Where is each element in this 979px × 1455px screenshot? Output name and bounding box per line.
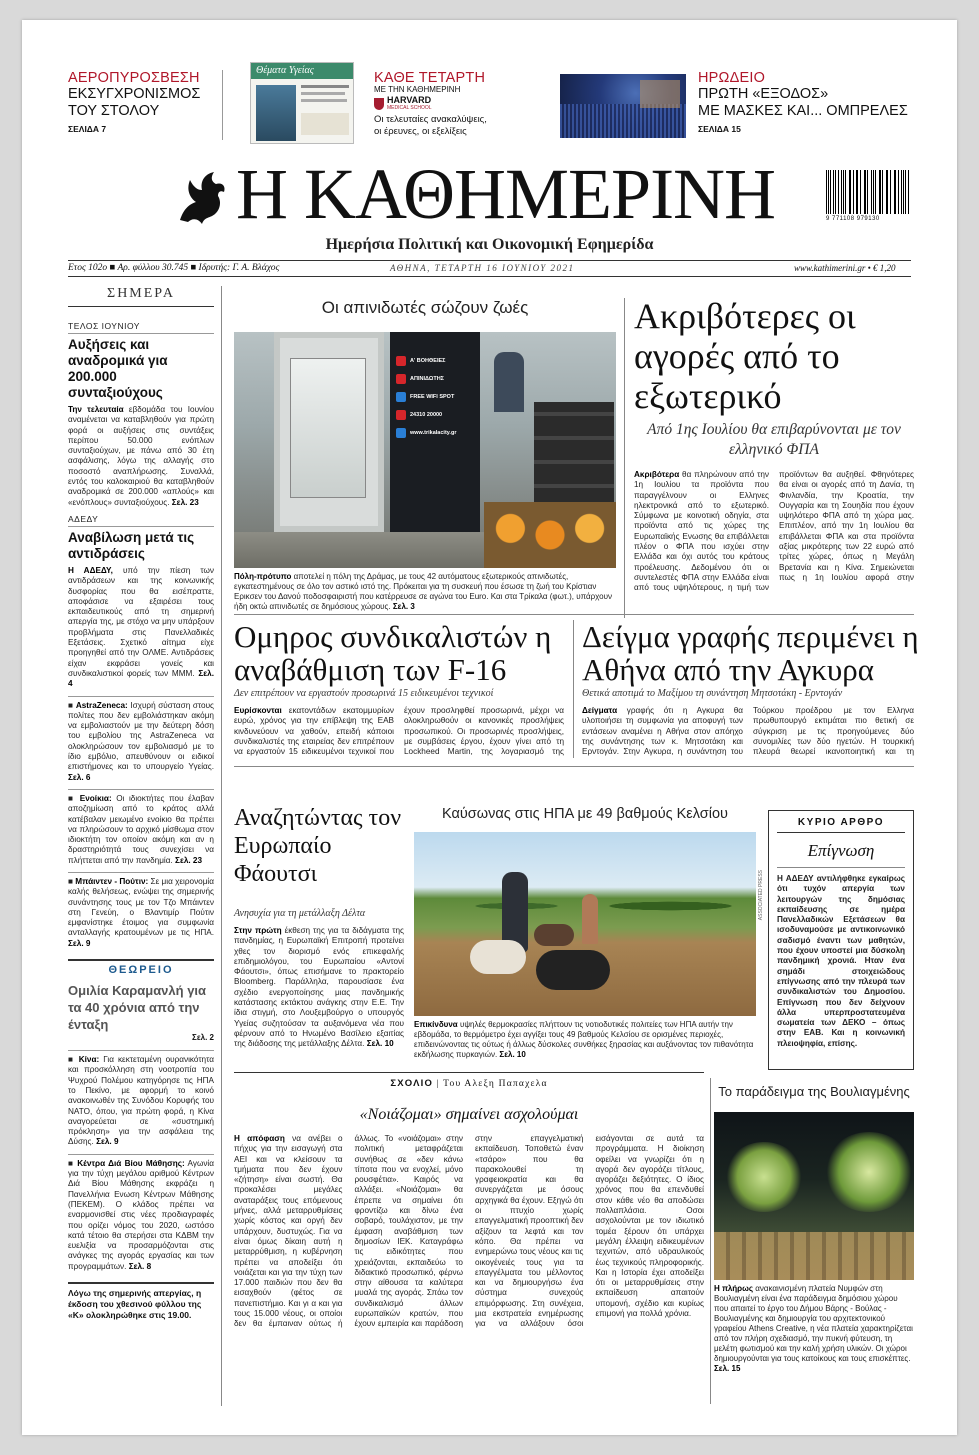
teaser-kicker: ΑΕΡΟΠΥΡΟΣΒΕΣΗ — [68, 70, 200, 86]
barcode-bar — [894, 170, 895, 214]
booth-item-icon — [396, 374, 406, 384]
dog-figure — [534, 924, 574, 946]
page-ref: Σελ. 6 — [68, 772, 91, 782]
booth-item-icon — [396, 356, 406, 366]
heat-photo-title: Καύσωνας στις ΗΠΑ με 49 βαθμούς Κελσίου — [442, 806, 728, 822]
sidebar-brief[interactable]: ■ AstraZeneca: Ισχυρή σύσταση στους πολίτες που δεν εμβολιάστηκαν ακόμη να εμβολιαστούν με την δεύτερη δόση του εμβολίου της AstraZeneca να ολοκληρώσουν τον εμβολιασμό με το ίδιο εμβόλιο, απευθύνουν οι ειδικοί επιστήμονες και το υπουργείο Υγείας. Σελ. 6 — [68, 696, 214, 783]
page-ref: Σελ. 15 — [714, 1364, 741, 1373]
magazine-title: Θέματα Υγείας — [251, 63, 353, 79]
fauci-subhead: Ανησυχία για τη μετάλλαξη Δέλτα — [234, 908, 366, 919]
barcode-bar — [882, 170, 883, 214]
booth-item-label: 24310 20000 — [410, 412, 443, 418]
brief-label: Μπάιντεν - Πούτιν: — [75, 876, 149, 886]
brief-text: Οι ιδιοκτήτες που έλαβαν αποζημίωση από το κράτος αλλά κατέβαλαν μειωμένο ενοίκιο θα πρέπει να πληρώσουν το αρχικό μίσθωμα στον ιδιοκτήτη τον οποίον ακόμη και αν η δραστηριότητά τους συνεχίσει να πλήττεται από την πανδημία. — [68, 793, 214, 865]
barcode-bar — [838, 170, 839, 214]
griffin-logo-icon — [174, 168, 228, 226]
brand-name: HARVARD — [387, 95, 432, 105]
teaser-aeropyrosvesi[interactable] — [68, 70, 228, 134]
brand-sub: MEDICAL SCHOOL — [387, 105, 432, 111]
editorial-title: Επίγνωση — [777, 841, 905, 868]
sidebar-headline: Αυξήσεις και αναδρομικά για 200.000 συνταξιούχους — [68, 337, 168, 400]
comment-header-row: ΣΧΟΛΙΟ | Του Αλεξη Παπαχελα — [390, 1078, 548, 1089]
teaser-kicker: ΚΑΘΕ ΤΕΤΑΡΤΗ — [374, 70, 486, 86]
dog-figure — [536, 950, 610, 990]
barcode-bar — [833, 170, 834, 214]
f16-subhead: Δεν επιτρέπουν να εργαστούν προσωρινά 15 ειδικευμένοι τεχνικοί — [234, 688, 494, 699]
f16-text: εκατοντάδων εκατομμυρίων ευρώ, χρόνος για την επίβλεψη της ΕΑΒ κινδυνεύουν να χαθούν, επειδή κάποιοι συνδικαλιστές της εταιρείας δεν επιτρέπουν να εργαστούν 15 ειδικευμένοι τεχνικοί που έχουν προσληφθεί προσωρινά, μέχρι να ολοκληρωθούν οι κανονικές προσλήψεις προσωπικού. Οι προσωρινές προσλήψεις, με συμβάσεις έργου, έχουν γίνει από τη Lockheed Martin, της λογαριασμό της — [234, 706, 564, 757]
barcode-bar — [890, 170, 891, 214]
barcode — [826, 170, 910, 214]
barcode-number: 9 771108 979130 — [826, 216, 880, 222]
newspaper-front-page — [22, 20, 957, 1435]
oranges — [484, 502, 616, 568]
section-rule — [234, 614, 914, 615]
lead-body — [634, 470, 914, 596]
column-divider — [710, 1078, 711, 1404]
brief-label: Ενοίκια: — [79, 793, 112, 803]
masthead-title[interactable]: Η ΚΑΘΗΜΕΡΙΝΗ — [236, 154, 776, 234]
section-rule — [234, 1072, 704, 1073]
person-figure — [582, 894, 598, 944]
sidebar-divider — [221, 286, 222, 1406]
booth-info-panel — [390, 332, 480, 532]
sidebar-item[interactable] — [68, 321, 214, 508]
sidebar-header: ΣΗΜΕΡΑ — [68, 286, 214, 307]
f16-headline[interactable]: Ομηρος συνδικαλιστών η αναβάθμιση των F-16 — [234, 619, 552, 687]
sidebar-lead: Η ΑΔΕΔΥ, — [68, 565, 113, 575]
teaser-sub: ΜΕ ΤΗΝ ΚΑΘΗΜΕΡΙΝΗ — [374, 85, 461, 94]
booth-info-item — [396, 374, 476, 384]
vouliagmeni-photo-title: Το παράδειγμα της Βουλιαγμένης — [718, 1084, 910, 1099]
ankara-subhead: Θετικά αποτιμά το Μαξίμου τη συνάντηση Μητσοτάκη - Ερντογάν — [582, 688, 843, 699]
magazine-photo — [256, 85, 296, 141]
sidebar-kicker: ΤΕΛΟΣ ΙΟΥΝΙΟΥ — [68, 321, 214, 334]
ankara-headline[interactable]: Δείγμα γραφής περιμένει η Αθήνα από την Αγκυρα — [582, 619, 919, 687]
lit-tree — [724, 1142, 804, 1212]
masthead-rule-bottom — [68, 276, 911, 277]
comment-text: να ανέβει ο πήχυς για την εισαγωγή στα ΑΕΙ και να κλείσουν τα τμήματα που δεν έχουν «ζήτηση» είναι σωστή. Θα προκαλέσει μεγάλες αναταράξεις τους επόμενους μήνες, αλλά μεταρρυθμίσεις χωρίς κόστος και οργή δεν υπάρχουν, δυστυχώς. Για να είναι όμως δίκαιη αυτή η μεταρρύθμιση, η κυβέρνηση πρέπει να αποδείξει ότι νοιάζεται και για την τύχη των 17.000 παιδιών που δεν θα εισαχθούν (φέτος σε πανεπιστήμιο. Και γι α και για τους 15.000 νέους, οι οποίοι δεν θα έμπαιναν ούτως ή άλλως. Το «νοιάζομαι» στην πολιτική μεταφράζεται συνήθως σε «δεν κάνω τίποτα που να ενοχλεί, μόνο ρουσφέτια». Καιρός να αλλάξει. «Νοιάζομαι» θα έπρεπε να σημαίνει ότι φροντίζω και δίνω ένα σοβαρό, τουλάχιστον, με την έμφαση αναβάθμιση των δημοσίων ΙΕΚ. Καταγράφω τις ειδικότητες που χρειάζονται, εκπαιδεύω το διδακτικό προσωπικό, φέρνω στην αίθουσα τα καλύτερα μυαλά της αγοράς. Σπάω τον συνδικαλισμό άλλων ευρωπαϊκών κρατών, που έχουν εμπειρία και παράδοση στην επαγγελματική εκπαίδευση. Τοποθετώ έναν «τσάρο» που θα παρακολουθεί τη γραφειοκρατία και θα συνεργάζεται με όσους αρχηγικά θα έχουν. Εξηγώ ότι οι πτυχίο χωρίς επαγγελματική προοπτική δεν αξίζουν τα λεφτά και τον κόπο. Θα πρέπει να ενημερώνω τους νέους και τις οικογένειές τους για τα επαγγέλματα του μέλλοντος και να δημιουργήσω ένα σύστημα συνεχούς επιμόρφωσης. Στη συνέχεια, μια εκστρατεία ενημέρωσης για να αλλάξουν όσοι εισάγονται σε αυτά τα προγράμματα. Η διοίκηση οφείλει να γνωρίζει ότι η αγορά δεν αγοράζει τίτλους, αγοράζει δεξιότητες. Ο ίδιος χρόνος που θα επενδυθεί στον κάθε νέο θα αποδώσει πολλαπλάσια. Οσοι ασχολούνται με τον ιδιωτικό τομέα ξέρουν ότι υπάρχει μεγάλη έλλειψη ειδικευμένων τεχνιτών, από υδραυλικούς έως τεχνικούς πληροφορικής. Και η Ιστορία έχει αποδείξει ότι οι μεταρρυθμίσεις στην εκπαίδευση απαιτούν υπομονή, σχέδιο και κυρίως επιμονή για πολλά χρόνια. — [234, 1134, 704, 1329]
dog-figure — [470, 940, 526, 974]
lead-headline[interactable]: Ακριβότερες οι αγορές από το εξωτερικό — [634, 296, 856, 416]
comment-header: ΣΧΟΛΙΟ — [390, 1078, 434, 1089]
heat-caption — [414, 1020, 756, 1060]
comment-lead: Η απόφαση — [234, 1134, 285, 1143]
heatwave-dogs-photo[interactable] — [414, 832, 756, 1016]
brief-label: Κέντρα Διά Βίου Μάθησης: — [77, 1158, 185, 1168]
editorial-box[interactable] — [768, 810, 914, 1070]
booth-item-label: FREE WIFI SPOT — [410, 394, 455, 400]
defib-caption — [234, 572, 616, 612]
teaser-desc-line: Οι τελευταίες ανακαλύψεις, — [374, 114, 487, 125]
issue-info: Ετος 102ο ■ Αρ. φύλλου 30.745 ■ Ιδρυτής: Γ. Α. Βλάχος — [68, 263, 280, 273]
caption-lead: Επικίνδυνα — [414, 1020, 458, 1029]
masthead-rule-top — [68, 260, 911, 261]
page-ref: Σελ. 8 — [128, 1261, 152, 1271]
teaser-health-supplement[interactable] — [374, 70, 534, 138]
brief-text: Ισχυρή σύσταση στους πολίτες που δεν εμβολιάστηκαν ακόμη να εμβολιαστούν με την δεύτερη δόση του εμβολίου της AstraZeneca να ολοκληρώσουν τον εμβολιασμό με το ίδιο εμβόλιο, απευθύνουν οι ειδικοί επιστήμονες και το υπουργείο Υγείας. — [68, 700, 214, 772]
defib-photo-title: Οι απινιδωτές σώζουν ζωές — [321, 298, 529, 317]
page-ref: Σελ. 4 — [68, 668, 214, 689]
caption-text: αποτελεί η πόλη της Δράμας, με τους 42 αυτόματους εξωτερικούς απινιδωτές, εγκατεστημένους σε όλο τον αστικό ιστό της. Πρόκειται για τη συσκευή που έσωσε τη ζωή του Κρίστιαν Ερικσεν του Δανού ποδοσφαιριστή που κατέρρευσε σε αγώνα του Euro. Και στα Τρίκαλα (φωτ.), υπάρχουν ήδη οκτώ απινιδωτές σε δημόσιους χώρους. — [234, 572, 612, 611]
lit-tree — [824, 1132, 914, 1212]
page-ref: Σελ. 23 — [171, 497, 199, 507]
teaser-page-ref: ΣΕΛΙΔΑ 7 — [68, 124, 107, 134]
ankara-body — [582, 706, 914, 758]
magazine-cover-thumbnail[interactable] — [250, 62, 354, 144]
page-ref: Σελ. 9 — [68, 938, 91, 948]
brief-text: Αγωνία για την τύχη μεγάλου αριθμού Κέντρων Διά Βίου Μάθησης εκφράζει η Πανελλήνια Ενωση Κέντρων Μάθησης (ΠΕΚΕΜ). Ο κλάδος πρέπει να εναρμονισθεί στις νέες προδιαγραφές που ορίζει νόμος του 2020, ωστόσο κατά τέτοιο θα στερήσει στα ΚΔΒΜ την ευελιξία να προσαρμόζονται στις ανάγκες της αγοράς εργασίας και των προγραμμάτων. — [68, 1158, 214, 1271]
teaser-desc-line: οι έρευνες, οι εξελίξεις — [374, 126, 467, 137]
ankara-text: γραφής ότι η Αγκυρα θα υλοποιήσει τη συμφωνία για αποφυγή των εντάσεων αναμένει η Αθήνα στον απόηχο της συνάντησης των κ. Μητσοτάκη και Ερντογάν. Στην Αγκυρα, η συνάντηση του Τούρκου προέδρου με τον Ελληνα πρωθυπουργό εκτιμάται πιο θετική σε σύγκριση με τις προηγούμενες δύο συνομιλίες των δύο ηγετών. Η τουρκική πλευρά θεωρεί ικανοποιητική και τη — [582, 706, 914, 757]
teaser-title-line: ΕΚΣΥΓΧΡΟΝΙΣΜΟΣ — [68, 86, 201, 102]
lead-lead: Ακριβότερα — [634, 470, 680, 479]
teaser-title-line: ΤΟΥ ΣΤΟΛΟΥ — [68, 103, 160, 119]
person-figure — [494, 352, 524, 412]
sidebar-brief[interactable]: ■ Ενοίκια: Οι ιδιοκτήτες που έλαβαν αποζημίωση από το κράτος αλλά κατέβαλαν μειωμένο ενοίκιο θα πρέπει να πληρώσουν το αρχικό μίσθωμα στον ιδιοκτήτη τον οποίον ακόμη και αν η δραστηριότητά τους συνεχίσει να πλήττεται από την πανδημία. Σελ. 23 — [68, 789, 214, 866]
comment-author: Του Αλεξη Παπαχελα — [443, 1079, 548, 1089]
photo-credit: ASSOCIATED PRESS — [758, 870, 764, 921]
fauci-lead: Στην πρώτη — [234, 926, 282, 935]
booth-door — [274, 332, 384, 532]
masthead-tagline: Ημερήσια Πολιτική και Οικονομική Εφημερίδα — [325, 236, 654, 253]
defibrillator-booth-photo[interactable] — [234, 332, 616, 568]
sidebar-item[interactable] — [68, 514, 214, 690]
page-ref: Σελ. 10 — [499, 1050, 526, 1059]
fauci-body — [234, 926, 404, 1058]
caption-lead: Πόλη-πρότυπο — [234, 572, 292, 581]
teaser-herodeion[interactable] — [698, 70, 938, 134]
barcode-bar — [845, 170, 846, 214]
booth-item-icon — [396, 392, 406, 402]
fauci-text: έκθεση της για τα διδάγματα της πανδημίας, η Ευρωπαϊκή Επιτροπή προτείνει χθες τον διορισμό ενός επικεφαλής επιδημιολόγου, του Ευρωπαίου «Αντονί Φάουτσι», όπως επισήμανε το πρακτορείο Bloomberg. Παράλληλα, παρουσίασε ένα σχέδιο ενεργοποίησης μιας πανδημικής κατάστασης εκτάκτου ανάγκης στην Ε.Ε. Την ίδια στιγμή, στο Λουξεμβούργο ο υπουργός Υγείας συζητούσαν τα αυξανόμενα νέα που φέρνουν από το Ηνωμένο Βασίλειο εξαιτίας της διάδοσης της μετάλλαξης Δέλτα. — [234, 926, 404, 1049]
page-ref: Σελ. 10 — [366, 1039, 394, 1049]
theoreio-headline[interactable]: Ομιλία Καραμανλή για τα 40 χρόνια από την ένταξη — [68, 983, 207, 1033]
sidebar-brief[interactable]: ■ Μπάιντεν - Πούτιν: Σε μια χειρονομία καλής θελήσεως, ενώψει της σημερινής συνάντησης τους με τον Τζο Μπάιντεν στη Γενεύη, ο Βλαντιμίρ Πούτιν εμφανίστηκε έτοιμος για συμφωνία ανταλλαγής κρατουμένων με τις ΗΠΑ. Σελ. 9 — [68, 872, 214, 949]
booth-item-label: www.trikalacity.gr — [410, 430, 457, 436]
barcode-bar — [860, 170, 861, 214]
booth-item-icon — [396, 428, 406, 438]
comment-body — [234, 1134, 704, 1404]
caption-text: υψηλές θερμοκρασίες πλήττουν τις νοτιοδυτικές πολιτείες των ΗΠΑ αυτήν την εβδομάδα, το θερμόμετρο έχει αγγίξει τους 49 βαθμούς Κελσίου σε ορισμένες περιοχές, επιδεινώνοντας τις ούτως ή άλλως δύσκολες συνθήκες ξηρασίας και αυξάνοντας τον πιθανότητα εκδήλωσης πυρκαγιών. — [414, 1020, 754, 1059]
page-ref: Σελ. 3 — [392, 602, 415, 611]
booth-info-item — [396, 356, 476, 366]
caption-lead: Η πλήρως — [714, 1284, 754, 1293]
sidebar-brief[interactable]: ■ Κίνα: Για κεκτεταμένη ουρανικότητα και προσκόλληση στη νοοτροπία του Ψυχρού Πολέμου κατηγόρησε τις ΗΠΑ το Πεκίνο, με αφορμή το κοινό ανακοινωθέν της Συνόδου Κορυφής του ΝΑΤΟ, όπου, για πρώτη φορά, η Κίνα αναγορεύεται σε «συστημική πρόκληση» για την ασφάλεια της Δύσης. Σελ. 9 — [68, 1050, 214, 1148]
ankara-lead: Δείγματα — [582, 706, 618, 715]
f16-body — [234, 706, 564, 758]
barcode-bar — [850, 170, 851, 214]
issue-date: ΑΘΗΝΑ, ΤΕΤΑΡΤΗ 16 ΙΟΥΝΙΟΥ 2021 — [390, 263, 575, 273]
column-divider — [624, 298, 625, 618]
barcode-bar — [875, 170, 876, 214]
page-ref: Σελ. 23 — [175, 855, 203, 865]
sidebar-lead: Την τελευταία — [68, 405, 124, 414]
herodeion-photo[interactable] — [560, 74, 686, 138]
page-ref: Σελ. 2 — [192, 1033, 214, 1043]
barcode-bar — [908, 170, 909, 214]
booth-info-item — [396, 428, 476, 438]
brief-text: Σε μια χειρονομία καλής θελήσεως, ενώψει της σημερινής συνάντησης τους με τον Τζο Μπάιντεν στη Γενεύη, ο Βλαντιμίρ Πούτιν εμφανίστηκε έτοιμος για συμφωνία ανταλλαγής κρατουμένων με τις ΗΠΑ. — [68, 876, 214, 938]
barcode-bar — [826, 170, 827, 214]
lead-subhead: Από 1ης Ιουλίου θα επιβαρύνονται με τον ελληνικό ΦΠΑ — [647, 421, 901, 458]
brief-label: Κίνα: — [78, 1055, 100, 1065]
booth-item-label: ΑΠΙΝΙΔΩΤΗΣ — [410, 376, 444, 382]
barcode-bar — [871, 170, 872, 214]
fauci-headline[interactable]: Αναζητώντας τον Ευρωπαίο Φάουτσι — [234, 805, 402, 887]
sidebar-text: εβδομάδα του Ιουνίου αναμένεται να καταβληθούν για πρώτη φορά οι αυξήσεις στις συντάξεις περίπου 50.000 ενόπλων συνταξιούχων, με πάνω από 30 έτη ασφάλισης, λόγω της αλλαγής στο ποσοστό αναπλήρωσης. Συναλλά, εντός του καλοκαιριού θα καταβληθούν αναδρομικά σε 200.000 «απλούς» και «ενόπλους» συνταξιούχους. — [68, 405, 214, 507]
site-price[interactable]: www.kathimerini.gr • € 1,20 — [794, 263, 896, 273]
page-ref: Σελ. 9 — [96, 1137, 119, 1147]
harvard-shield-icon — [374, 98, 384, 110]
strike-note: Λόγω της σημερινής απεργίας, η έκδοση του χθεσινού φύλλου της «Κ» ολοκληρώθηκε στις 19.00. — [68, 1282, 214, 1321]
brief-text: Για κεκτεταμένη ουρανικότητα και προσκόλληση στη νοοτροπία του Ψυχρού Πολέμου κατηγόρησε τις ΗΠΑ το Πεκίνο, με αφορμή το κοινό ανακοινωθέν της Συνόδου Κορυφής του ΝΑΤΟ, όπου, για πρώτη φορά, η Κίνα αναγορεύεται σε «συστημική πρόκληση» για την ασφάλεια της Δύσης. — [68, 1055, 214, 1147]
booth-info-item — [396, 392, 476, 402]
vouliagmeni-square-photo[interactable] — [714, 1112, 914, 1280]
editorial-text: Η ΑΔΕΔΥ αντιλήφθηκε εγκαίρως ότι τυχόν απεργία των λειτουργών της δημόσιας εκπαίδευσης σε ημέρα Πανελλαδικών Εξετάσεων θα ισοδυναμούσε με αντικοινωνικό σαδισμό έναντι των μαθητών, που έχουν υποστεί μια δύσκολη πανδημική χρονιά. Ηταν ένα σημάδι στοιχειώδους επίγνωσης από την πλευρά των συνδικαλιστών του Δημοσίου. Επίγνωση που δεν δείχνουν άλλα υπερπροστατευμένα σωματεία των ΔΕΚΟ – όπως στην ΕΑΒ. Και η κοινωνική πλειοψηφία, επίσης. — [777, 874, 905, 1048]
vouliagmeni-caption — [714, 1284, 914, 1402]
barcode-bar — [901, 170, 902, 214]
theoreio-header: ΘΕΩΡΕΙΟ — [68, 959, 214, 976]
editorial-header: ΚΥΡΙΟ ΑΡΘΡΟ — [777, 817, 905, 833]
f16-lead: Ευρίσκονται — [234, 706, 282, 715]
comment-title[interactable]: «Νοιάζομαι» σημαίνει ασχολούμαι — [359, 1106, 579, 1123]
teaser-kicker: ΗΡΩΔΕΙΟ — [698, 70, 766, 86]
divider — [222, 70, 223, 140]
brief-label: AstraZeneca: — [75, 700, 128, 710]
section-rule — [234, 766, 914, 767]
sidebar-brief[interactable]: ■ Κέντρα Διά Βίου Μάθησης: Αγωνία για την τύχη μεγάλου αριθμού Κέντρων Διά Βίου Μάθησης εκφράζει η Πανελλήνια Ενωση Κέντρων Μάθησης (ΠΕΚΕΜ). Ο κλάδος πρέπει να εναρμονισθεί στις νέες προδιαγραφές που ορίζει νόμος του 2020, ωστόσο κατά τέτοιο θα στερήσει στα ΚΔΒΜ την ευελιξία να προσαρμόζονται στις ανάγκες της αγοράς εργασίας και των προγραμμάτων. Σελ. 8 — [68, 1154, 214, 1272]
booth-item-icon — [396, 410, 406, 420]
lead-text: θα πληρώνουν από την 1η Ιουλίου τα προϊόντα που παραγγέλνουν οι Ελληνες ηλεκτρονικά από το εξωτερικό. Σύμφωνα με κοινοτική οδηγία, στα προϊόντα από τις χώρες της Ευρωπαϊκής Ενωσης θα επιβάλλεται πλέον ο ΦΠΑ που ισχύει στην Ελλάδα και όχι αυτός του κράτους προέλευσης. Δεδομένου ότι οι συντελεστές ΦΠΑ στην Ελλάδα είναι από τους υψηλότερους, η τιμή των προϊόντων θα αυξηθεί. Φθηνότερες θα είναι οι αγορές από τη Δανία, τη Φινλανδία, την Κροατία, την Ουγγαρία και τη Σουηδία που έχουν υψηλότερο ΦΠΑ από τη χώρα μας. Επιπλέον, από την 1η Ιουλίου θα επιβάλλεται ΦΠΑ και στα προϊόντα αξίας μικρότερης των 22 ευρώ από τρίτες χώρες, όπως η Μεγάλη Βρετανία και η Κίνα. Σημειώνεται πως η 1η Ιουλίου αφορά στην — [634, 470, 914, 593]
teaser-page-ref: ΣΕΛΙΔΑ 15 — [698, 124, 741, 134]
column-divider — [573, 620, 574, 758]
booth-item-label: Α' ΒΟΗΘΕΙΕΣ — [410, 358, 446, 364]
sidebar-kicker: ΑΔΕΔΥ — [68, 514, 214, 527]
teaser-title-line: ΠΡΩΤΗ «ΕΞΟΔΟΣ» — [698, 86, 829, 102]
booth-info-item — [396, 410, 476, 420]
sidebar — [68, 286, 214, 1321]
sidebar-text: υπό την πίεση των αντιδράσεων και της κοινωνικής δυσφορίας που θα εισέπραττε, αποφάσισε να εξαιρέσει τους εκπαιδευτικούς από τη σημερινή απεργία της, με στόχο να μην υπάρξουν προβλήματα στις Πανελλαδικές Εξετάσεις. Σχετικό αίτημα είχε προηγηθεί από την ΟΛΜΕ. Αντιδράσεις είχαν εκφράσει γονείς και συνδικαλιστικοί φορείς των ΜΜΜ. — [68, 565, 214, 678]
teaser-title-line: ΜΕ ΜΑΣΚΕΣ ΚΑΙ... ΟΜΠΡΕΛΕΣ — [698, 103, 908, 119]
barcode-bar — [857, 170, 858, 214]
sidebar-headline: Αναβίλωση μετά τις αντιδράσεις — [68, 529, 195, 561]
caption-text: ανακαινισμένη πλατεία Νυμφών στη Βουλιαγμένη είναι ένα παράδειγμα δημόσιου χώρου που απαιτεί το έργο του Δήμου Βάρης - Βούλας - Βουλιαγμένης και δημιουργία του αρχιτεκτονικού γραφείου Athens Creative, η νέα πλατεία χαρακτηρίζεται από τον πλήρη σχεδιασμό, την πυκνή φύτευση, τη μελέτη φωτισμού και την καλή χρήση υλικών. Οι χώροι δημιουργούνται για τους κατοίκους και τους επισκέπτες. — [714, 1284, 913, 1363]
